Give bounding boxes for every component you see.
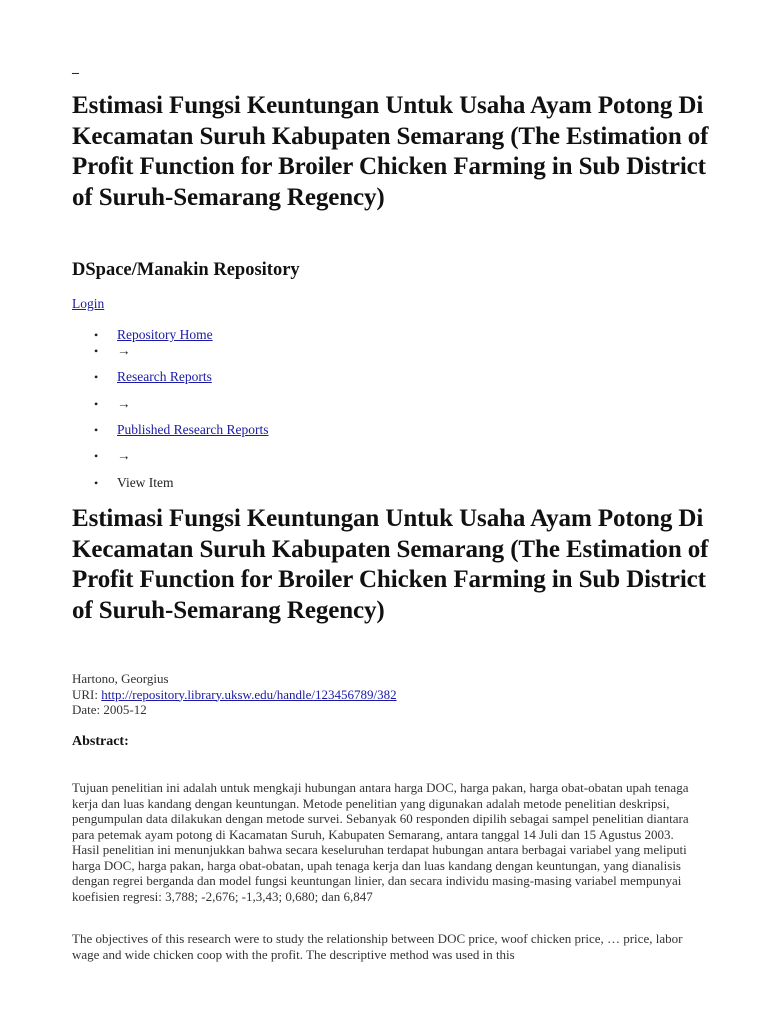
abstract-english: The objectives of this research were to study the relationship between DOC price, woof chicken price, … price, labor wage and wide chicken coop with the profit. The descriptive method was used in this bbox=[72, 931, 683, 962]
arrow-right-icon: → bbox=[117, 396, 131, 411]
bullet-icon: • bbox=[94, 397, 99, 411]
bullet-icon: • bbox=[94, 344, 99, 358]
arrow-right-icon: → bbox=[117, 448, 131, 463]
top-link[interactable]: _ bbox=[72, 61, 79, 76]
breadcrumb-link-research-reports[interactable]: Research Reports bbox=[117, 369, 212, 384]
abstract-indonesian: Tujuan penelitian ini adalah untuk mengkaji hubungan antara harga DOC, harga pakan, harga obat-obatan upah tenaga kerja dan luas kandang dengan keuntungan. Metode penelitian yang digunakan adalah metode penelitian deskripsi, pengumpulan data dilakukan dengan metode survei. Sebanyak 60 responden dipilih sebagai sampel penelitian diantara para petemak ayam potong di Kacamatan Suruh, Kabupaten Semarang, antara tanggal 14 Juli dan 15 Agustus 2003. Hasil penelitian ini menunjukkan bahwa secara keseluruhan terdapat hubungan antara berbagai variabel yang meliputi harga DOC, harga pakan, harga obat-obatan, upah tenaga kerja dan luas kandang dengan keuntungan, yang dianalisis dengan regrei berganda dan model fungsi keuntungan linier, dan secara individu masing-masing variabel mempunyai koefisien regresi: 3,788; -2,676; -1,3,43; 0,680; dan 6,847 bbox=[72, 780, 689, 904]
breadcrumb-link-published-research-reports[interactable]: Published Research Reports bbox=[117, 422, 269, 437]
bullet-icon: • bbox=[94, 328, 99, 342]
breadcrumb-link-repository-home[interactable]: Repository Home bbox=[117, 327, 213, 342]
bullet-icon: • bbox=[94, 449, 99, 463]
item-author: Hartono, Georgius bbox=[72, 671, 169, 686]
date-label: Date: bbox=[72, 702, 104, 717]
abstract-label: Abstract: bbox=[72, 734, 129, 749]
bullet-icon: • bbox=[94, 423, 99, 437]
bullet-icon: • bbox=[94, 370, 99, 384]
breadcrumb-current-view-item: View Item bbox=[117, 475, 174, 490]
item-title: Estimasi Fungsi Keuntungan Untuk Usaha Ayam Potong Di Kecamatan Suruh Kabupaten Semarang (The Estimation of Profit Function for Broiler Chicken Farming in Sub District of Suruh-Semarang Regency) bbox=[72, 505, 709, 624]
item-metadata bbox=[72, 671, 397, 718]
page-title: Estimasi Fungsi Keuntungan Untuk Usaha Ayam Potong Di Kecamatan Suruh Kabupaten Semarang (The Estimation of Profit Function for Broiler Chicken Farming in Sub District of Suruh-Semarang Regency) bbox=[72, 92, 709, 211]
repository-name: DSpace/Manakin Repository bbox=[72, 260, 300, 280]
arrow-right-icon: → bbox=[117, 343, 131, 358]
bullet-icon: • bbox=[94, 476, 99, 490]
item-uri-row bbox=[72, 687, 397, 703]
item-date: 2005-12 bbox=[103, 702, 147, 717]
uri-label: URI: bbox=[72, 686, 102, 702]
item-uri-link[interactable]: http://repository.library.uksw.edu/handle/123456789/382 bbox=[101, 686, 397, 702]
login-link[interactable]: Login bbox=[72, 296, 105, 311]
item-date-row bbox=[72, 702, 397, 718]
